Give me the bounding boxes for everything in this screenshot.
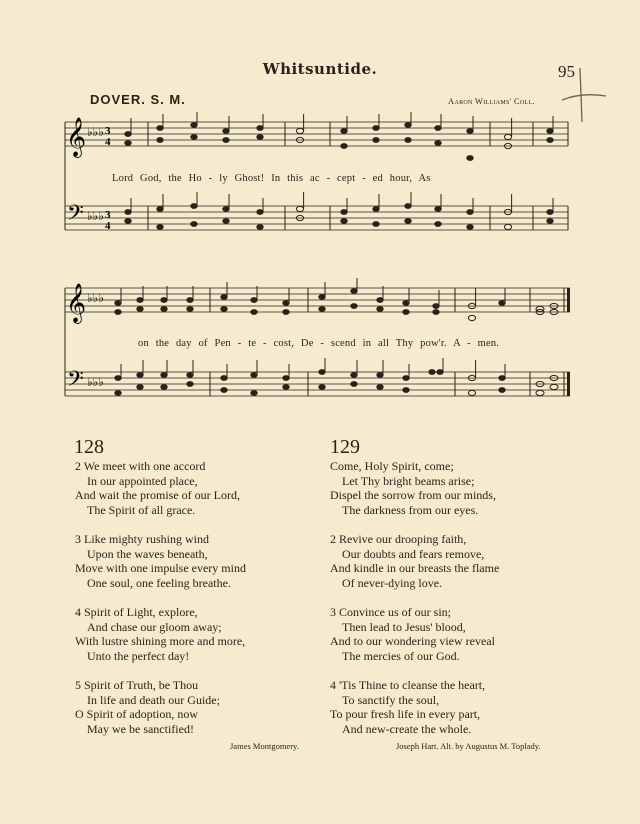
hymn-129-text bbox=[330, 459, 499, 736]
lyric-line-2: on the day of Pen - te - cost, De - scend in all Thy pow'r. A - men. bbox=[138, 338, 500, 349]
verse-line: Move with one impulse every mind bbox=[75, 561, 246, 576]
svg-text:4: 4 bbox=[105, 136, 111, 148]
hymn-128-author: James Montgomery. bbox=[230, 741, 299, 751]
page-title: Whitsuntide. bbox=[262, 60, 378, 78]
verse-line: Then lead to Jesus' blood, bbox=[342, 619, 466, 634]
verse-line: 2 Revive our drooping faith, bbox=[330, 531, 467, 546]
tune-credit: Aaron Williams' Coll. bbox=[448, 96, 535, 106]
hymn-128-text bbox=[75, 459, 246, 736]
verse-line: May we be sanctified! bbox=[87, 721, 194, 736]
verse-line: And to our wondering view reveal bbox=[330, 634, 495, 649]
verse-line: Come, Holy Spirit, come; bbox=[330, 459, 454, 473]
svg-text:♭♭♭: ♭♭♭ bbox=[87, 375, 104, 389]
verse-line: And new-create the whole. bbox=[342, 721, 472, 736]
verse-line: 2 We meet with one accord bbox=[75, 459, 206, 473]
hymn-number-129: 129 bbox=[330, 436, 360, 458]
verse-line: O Spirit of adoption, now bbox=[75, 707, 198, 722]
svg-text:3: 3 bbox=[105, 209, 111, 221]
verse-line: Our doubts and fears remove, bbox=[342, 546, 485, 561]
verse-line: One soul, one feeling breathe. bbox=[87, 575, 231, 590]
verse-line: Upon the waves beneath, bbox=[87, 546, 208, 561]
verse-line: And chase our gloom away; bbox=[87, 619, 222, 634]
hymn-129-author: Joseph Hart. Alt. by Augustus M. Toplady. bbox=[396, 741, 541, 751]
verse-line: The Spirit of all grace. bbox=[87, 502, 196, 517]
verse-line: In our appointed place, bbox=[87, 473, 198, 488]
svg-text:𝄢: 𝄢 bbox=[67, 367, 84, 397]
tune-name: DOVER. S. M. bbox=[90, 92, 186, 107]
hymn-number-128: 128 bbox=[74, 436, 104, 458]
svg-text:♭♭♭: ♭♭♭ bbox=[87, 209, 104, 223]
verse-line: To sanctify the soul, bbox=[342, 692, 440, 707]
verse-line: 5 Spirit of Truth, be Thou bbox=[75, 677, 199, 692]
verse-line: 3 Convince us of our sin; bbox=[330, 604, 451, 619]
verse-line: To pour fresh life in every part, bbox=[330, 707, 481, 722]
verse-line: 3 Like mighty rushing wind bbox=[75, 531, 209, 546]
svg-text:4: 4 bbox=[105, 220, 111, 232]
verse-line: Dispel the sorrow from our minds, bbox=[330, 488, 496, 503]
svg-text:𝄞: 𝄞 bbox=[66, 283, 87, 323]
verse-line: 4 Spirit of Light, explore, bbox=[75, 604, 198, 619]
verse-line: The darkness from our eyes. bbox=[342, 502, 479, 517]
page-number: 95 bbox=[558, 62, 575, 81]
verse-line: And kindle in our breasts the flame bbox=[330, 561, 500, 576]
verse-line: The mercies of our God. bbox=[342, 648, 460, 663]
lyric-line-1: Lord God, the Ho - ly Ghost! In this ac - cept - ed hour, As bbox=[112, 173, 431, 184]
verse-line: Unto the perfect day! bbox=[87, 648, 190, 663]
time-signature: 3 bbox=[105, 125, 111, 137]
bass-clef-icon: 𝄢 bbox=[67, 201, 84, 231]
verse-line: Of never-dying love. bbox=[342, 575, 443, 590]
verse-line: And wait the promise of our Lord, bbox=[75, 488, 240, 503]
verse-line: In life and death our Guide; bbox=[87, 692, 220, 707]
verse-line: With lustre shining more and more, bbox=[75, 634, 246, 649]
verse-line: Let Thy bright beams arise; bbox=[342, 473, 475, 488]
treble-clef-icon: 𝄞 bbox=[66, 117, 87, 157]
svg-text:♭♭♭: ♭♭♭ bbox=[87, 291, 104, 305]
verse-line: 4 'Tis Thine to cleanse the heart, bbox=[330, 677, 486, 692]
key-signature-icon: ♭♭♭ bbox=[87, 125, 104, 139]
